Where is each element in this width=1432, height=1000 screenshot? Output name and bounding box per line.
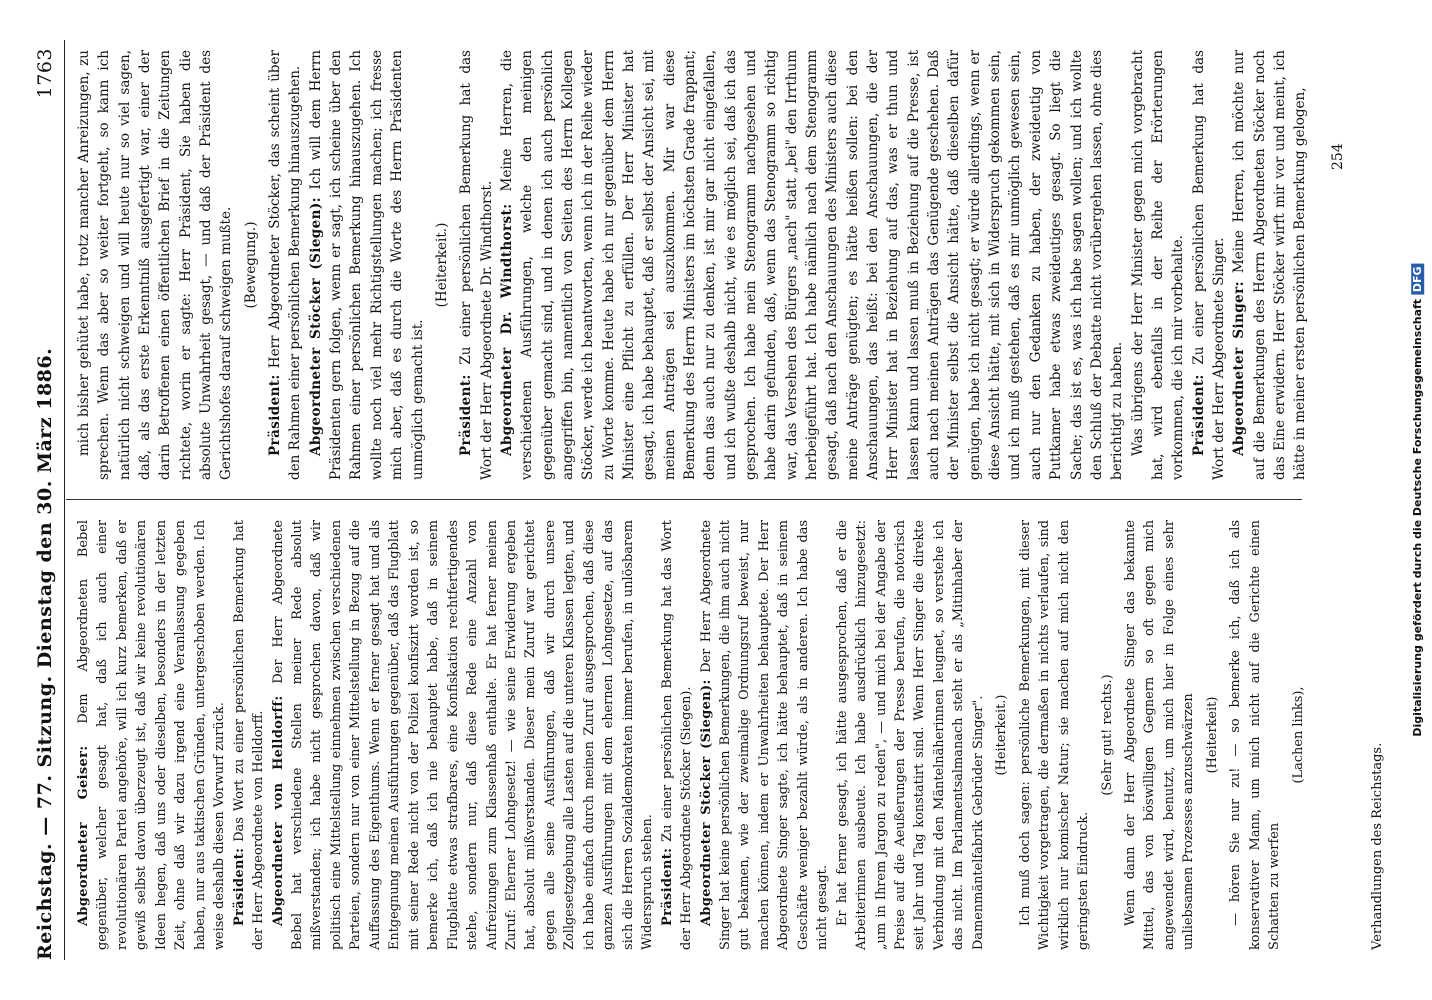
speech-text: Er hat ferner gesagt, ich hätte ausgesprochen, daß er die Arbeiterinnen ausbeute. Ich habe ausdrücklich hinzugesetzt: „um in Ihrem Jargon zu reden", — und mich bei der Angabe der Preise auf die Aeußerungen der Presse berufen, die notorisch seit Jahr und Tag konstatirt sind. Wenn Herr Singer die direkte Verbindung mit den Mäntelnäherinnen leugnet, so verstehe ich das nicht. Im Parlamentsalmanach steht er als „Mitinhaber der Damenmäntelfabrik Gebrüder Singer". <box>834 520 986 950</box>
speaker-name: Präsident: <box>458 374 475 456</box>
speaker-name: Abgeordneter Dr. Windthorst: <box>498 203 515 456</box>
speech-text: Wenn dann der Herr Abgeordnete Singer das bekannte Mittel, das von böswilligen Gegnern so oft gegen mich angewendet wird, benutzt, um mich hier in Folge eines sehr unliebsamen Prozesses anzuschwärzen <box>1123 520 1197 950</box>
speech-text: Dem Abgeordneten Bebel gegenüber, welcher gesagt hat, daß ich auch einer revolutionären Partei angehöre, will ich kurz bemerken, daß er gewiß selbst davon überzeugt ist, daß wir keine revolutionären Ideen hegen, daß uns oder dieselben, besonders in der letzten Zeit, ohne daß wir dazu irgend eine Veranlassung gegeben haben, nur aus taktischen Gründen, untergeschoben werden. Ich weise deshalb diesen Vorwurf zurück. <box>76 520 228 950</box>
speech-text: Der Herr Abgeordnete Singer hat keine persönlichen Bemerkungen, die ihm auch nicht gut bekamen, wie der zweimalige Ordnungsruf beweist, nur machen können, indem er Unwahrheiten behauptete. Der Herr Abgeordnete Singer sagte, ich hätte behauptet, daß in seinem Geschäfte weniger bezahlt würde, als in anderen. Ich habe das nicht gesagt. <box>698 520 831 950</box>
speech-paragraph <box>1128 50 1189 480</box>
speech-text: Der Herr Abgeordnete Bebel hat verschiedene Stellen meiner Rede absolut mißverstanden; ich habe nicht gesprochen davon, daß wir politisch eine Mittelstellung einnehmen zwischen verschiedenen Parteien, sondern nur von einer Mittelstellung in Bezug auf die Auffassung des Eigenthums. Wenn er ferner gesagt hat und als Entgegnung meinen Ausführungen gegenüber, daß das Flugblatt mit seiner Rede nicht von der Polizei konfiszirt worden ist, so bemerke ich, daß ich nie behauptet habe, daß in seinem Flugblatte etwas strafbares, eine Konfiskation rechtfertigendes stehe, sondern nur, daß diese Rede eine Anzahl von Aufreizungen zum Klassenhaß enthalte. Er hat ferner meinen Zuruf: Eherner Lohngesetz! — wie seine Erwiderung ergeben hat, absolut mißverstanden. Dieser mein Zuruf war gerichtet gegen alle seine Ausführungen, daß wir durch unsere Zollgesetzgebung alle Lasten auf die unteren Klassen legten, und ich habe einfach durch meinen Zuruf ausgesprochen, daß diese ganzen Ausführungen mit dem ehernen Lohngesetze, auf das sich die Herren Sozialdemokraten immer berufen, in unlösbarem Widerspruch stehen. <box>270 520 656 950</box>
speech-paragraph <box>1226 520 1284 950</box>
speaker-name: Präsident: <box>267 374 284 456</box>
speech-paragraph <box>456 50 497 480</box>
speech-paragraph <box>74 50 237 480</box>
speech-text: Ich muß doch sagen: persönliche Bemerkungen, mit dieser Wichtigkeit vorgetragen, die dermaßen in nichts verlaufen, sind wirklich nur komischer Natur; sie machen auf mich nicht den geringsten Eindruck. <box>1017 520 1092 950</box>
left-column <box>74 520 1312 950</box>
speaker-name: Abgeordneter von Helldorff: <box>270 695 286 926</box>
speech-text: Zu einer persönlichen Bemerkung hat das Wort der Herr Abgeordnete Stöcker (Siegen). <box>659 520 695 950</box>
speaker-name: Präsident: <box>659 847 675 926</box>
stage-direction: (Heiterkeit) <box>1204 696 1220 774</box>
speaker-name: Abgeordneter Stöcker (Siegen): <box>307 196 324 456</box>
speech-text: Das Wort zu einer persönlichen Bemerkung hat der Herr Abgeordnete von Helldorff. <box>231 520 267 950</box>
speech-text: Meine Herren, ich möchte nur auf die Bemerkungen des Herrn Abgeordneten Stöcker noch das Eine erwidern. Herr Stöcker wirft mir vor und meint, ich hätte in meiner ersten persönlichen Bemerkung gelogen, <box>1231 49 1309 480</box>
column-divider <box>66 499 1302 500</box>
speech-paragraph <box>833 520 989 950</box>
speech-paragraph <box>265 50 306 480</box>
speech-paragraph <box>658 520 697 950</box>
speaker-name: Präsident: <box>231 847 247 926</box>
stage-direction: (Heiterkeit.) <box>433 222 450 308</box>
right-column <box>74 50 1311 480</box>
speech-paragraph <box>1121 520 1199 950</box>
stage-direction: (Lachen links), <box>1290 686 1306 784</box>
header-rule <box>64 40 65 960</box>
stage-direction: (Bewegung.) <box>242 221 259 309</box>
page-footer: Verhandlungen des Reichstags. <box>1370 742 1385 950</box>
speech-text: Zu einer persönlichen Bemerkung hat das Wort der Herr Abgeordnete Singer. <box>1190 50 1227 480</box>
speech-paragraph <box>269 520 658 950</box>
signature-mark: 254 <box>1330 143 1346 170</box>
speech-paragraph <box>230 520 269 950</box>
digitization-credit <box>1411 263 1424 736</box>
stage-direction: (Sehr gut! rechts.) <box>1099 674 1115 796</box>
speech-paragraph <box>1189 50 1230 480</box>
speech-paragraph <box>1016 520 1094 950</box>
page-number: 1763 <box>34 48 56 99</box>
speech-paragraph <box>1229 50 1310 480</box>
speech-text: Was übrigens der Herr Minister gegen mich vorgebracht hat, wird ebenfalls in der Reihe der Erörterungen vorkommen, die ich mir vorbehalte. <box>1129 50 1187 480</box>
stage-direction: (Heiterkeit.) <box>994 694 1010 776</box>
speech-text: Ich will dem Herrn Präsidenten gern folgen, wenn er sagt, ich scheine über den Rahmen einer persönlichen Bemerkung hinauszugehen. Ich wollte noch viel mehr Richtigstellungen machen; ich fresse mich aber, daß es durch die Worte des Herrn Präsidenten unmöglich gemacht ist. <box>307 50 426 480</box>
dfg-logo: DFG <box>1411 263 1424 295</box>
speech-text: — hören Sie nur zu! — so bemerke ich, daß ich als konservativer Mann, um mich nicht auf die Gerichte einen Schatten zu werfen <box>1228 520 1283 950</box>
speech-paragraph <box>306 50 428 480</box>
page-header <box>30 40 64 960</box>
speech-paragraph <box>74 520 230 950</box>
speaker-name: Abgeordneter Singer: <box>1231 281 1248 456</box>
credit-text: Digitalisierung gefördert durch die Deutsche Forschungsgemeinschaft <box>1411 298 1424 737</box>
speech-text: Herr Abgeordneter Stöcker, das scheint über den Rahmen einer persönlichen Bemerkung hinauszugehen. <box>267 50 304 480</box>
speech-text: mich bisher gehütet habe, trotz mancher Anreizungen, zu sprechen. Wenn das aber so weiter fortgeht, so kann ich natürlich nicht schweigen und will heute nur so viel sagen, daß, als das erste Erkenntniß ausgefertigt war, einer der darin Betroffenen einen öffentlichen Brief in die Zeitungen richtete, worin er sagte: Herr Präsident, Sie haben die absolute Unwahrheit gesagt, — und daß der Präsident des Gerichtshofes darauf schweigen mußte. <box>76 50 235 480</box>
speech-paragraph <box>697 520 833 950</box>
speech-text: Meine Herren, die verschiedenen Ausführungen, welche den meinigen gegenüber gemacht sind, und in denen ich auch persönlich angegriffen bin, namentlich von Seiten des Herrn Kollegen Stöcker, werde ich beantworten, wenn ich in der Reihe wieder zu Worte komme. Heute habe ich nur gegenüber dem Herrn Minister eine Pflicht zu erfüllen. Der Herr Minister hat gesagt, ich habe behauptet, daß er selbst der Ansicht sei, mit meinen Anträgen sei auszukommen. Mir war diese Bemerkung des Herrn Ministers im höchsten Grade frappant; denn das auch nur zu denken, ist mir gar nicht eingefallen, und ich wußte deshalb nicht, wie es möglich sei, daß ich das gesprochen. Ich habe mein Stenogramm nachgesehen und habe darin gefunden, daß, wenn das Stenogramm so richtig war, das Versehen des Bürgers „nach" statt „bei" den Irrthum herbeigeführt hat. Ich habe nämlich nach dem Stenogramm gesagt, daß nach den Anschauungen des Ministers auch diese meine Anträge genügten; es hätte heißen sollen: bei den Anschauungen, das heißt: bei den Anschauungen, die der Herr Minister hat in Beziehung auf das, was er thun und lassen kann und lassen muß in Beziehung auf die Presse, ist auch nach meinen Anträgen das Genügende geschehen. Daß der Minister selbst die Ansicht hätte, daß dieselben dafür genügen, habe ich nicht gesagt; er würde allerdings, wenn er diese Ansicht hätte, mit sich in Widerspruch gekommen sein, und ich muß gestehen, daß es mir unmöglich gewesen sein, auch nur den Gedanken zu haben, der zweideutig von Puttkamer habe etwas zweideutiges gesagt. So liegt die Sache; das ist es, was ich habe sagen wollen; und ich wollte den Schluß der Debatte nicht vorübergehen lassen, ohne dies berichtigt zu haben. <box>498 50 1126 480</box>
speaker-name: Präsident: <box>1190 374 1207 456</box>
speaker-name: Abgeordneter Stöcker (Siegen): <box>698 679 714 926</box>
page-title: Reichstag. — 77. Sitzung. Dienstag den 30. März 1886. <box>34 347 56 960</box>
speech-text: Zu einer persönlichen Bemerkung hat das Wort der Herr Abgeordnete Dr. Windthorst. <box>458 50 495 480</box>
speech-paragraph <box>497 50 1128 480</box>
speaker-name: Abgeordneter Geiser: <box>76 745 91 926</box>
